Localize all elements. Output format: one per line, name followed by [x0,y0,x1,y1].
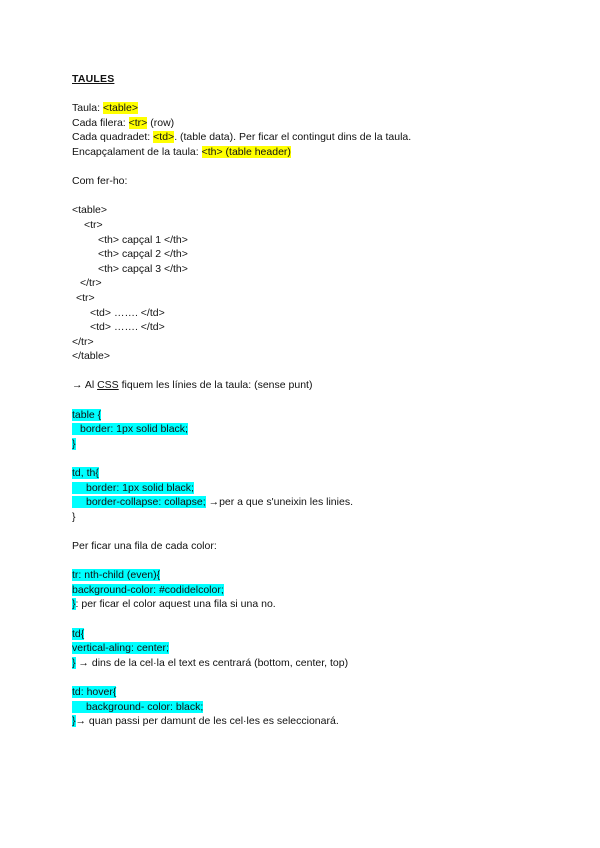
note-text: →per a que s'uneixin les linies. [205,496,353,509]
highlight-cyan: td{ [72,627,85,640]
css-table-border [72,422,532,437]
css-nth-open [72,568,532,583]
def-label: Cada filera: [72,116,129,129]
def-label: Taula: [72,102,103,115]
def-quadradet [72,130,532,145]
def-text: . (table data). Per ficar el contingut dins de la taula. [174,131,412,144]
highlight-cyan: background- color: black; [72,701,203,713]
highlight-cyan: border: 1px solid black; [72,423,188,435]
css-tdth-collapse [72,495,532,510]
css-table-open [72,408,532,423]
def-label: Cada quadradet: [72,131,154,144]
code-line: <td> ……. </td> [90,321,165,334]
css-intro-text: fiquem les línies de la taula: (sense punt) [118,379,313,392]
def-encapcalament [72,145,532,160]
highlight-cyan: td, th{ [72,467,99,480]
highlight-cyan: } [72,437,76,450]
code-line: <tr> [84,218,103,231]
highlight-cyan: } [72,715,76,728]
highlight-cyan: tr: nth-child (even){ [72,569,161,582]
highlight-cyan: border: 1px solid black; [72,482,194,494]
css-hover-close [72,714,532,729]
highlight-cyan: border-collapse: collapse; [72,496,206,508]
arrow-text: → Al [72,379,98,392]
highlight-yellow: <td> [153,131,175,144]
css-td-valign [72,641,532,656]
highlight-cyan: } [72,656,76,669]
def-label: Encapçalament de la taula: [72,145,202,158]
note-text: → quan passi per damunt de les cel·les es seleccionará. [75,715,339,728]
fila-color-heading: Per ficar una fila de cada color: [72,540,217,552]
def-text: (row) [147,116,175,129]
code-line: <table> [72,204,108,217]
highlight-cyan: table { [72,408,102,421]
code-line: </tr> [80,277,102,290]
note-text: → dins de la cel·la el text es centrará (bottom, center, top) [75,656,349,669]
css-hover-open [72,685,532,700]
code-line: <th> capçal 1 </th> [98,233,188,246]
code-line: <td> ……. </td> [90,306,165,319]
highlight-cyan: background-color: #codidelcolor; [72,583,224,596]
highlight-yellow: <table> [102,102,138,115]
highlight-yellow: <th> (table header) [201,145,291,158]
css-underlined: CSS [97,379,119,392]
highlight-cyan: } [72,598,76,611]
css-tdth-open [72,466,532,481]
highlight-yellow: <tr> [128,116,148,129]
code-line: <th> capçal 2 </th> [98,248,188,261]
css-nth-close [72,597,532,612]
highlight-cyan: td: hover{ [72,685,117,698]
code-line: </table> [72,350,110,363]
highlight-cyan: vertical-aling: center; [72,642,169,655]
css-hover-bg [72,700,532,715]
note-text: : per ficar el color aquest una fila si una no. [75,598,276,611]
def-filera [72,116,532,131]
code-line: <th> capçal 3 </th> [98,262,188,275]
css-intro [72,378,532,393]
css-nth-bg [72,583,532,598]
css-table-close [72,437,532,452]
document-title: TAULES [72,73,115,85]
css-td-close [72,656,532,671]
code-line: </tr> [72,335,94,348]
css-tdth-close: } [72,510,76,523]
code-line: <tr> [76,291,95,304]
css-td-open [72,627,532,642]
document-page [72,72,532,729]
css-tdth-border [72,481,532,496]
def-taula [72,101,532,116]
com-ferho-heading: Com fer-ho: [72,175,128,188]
